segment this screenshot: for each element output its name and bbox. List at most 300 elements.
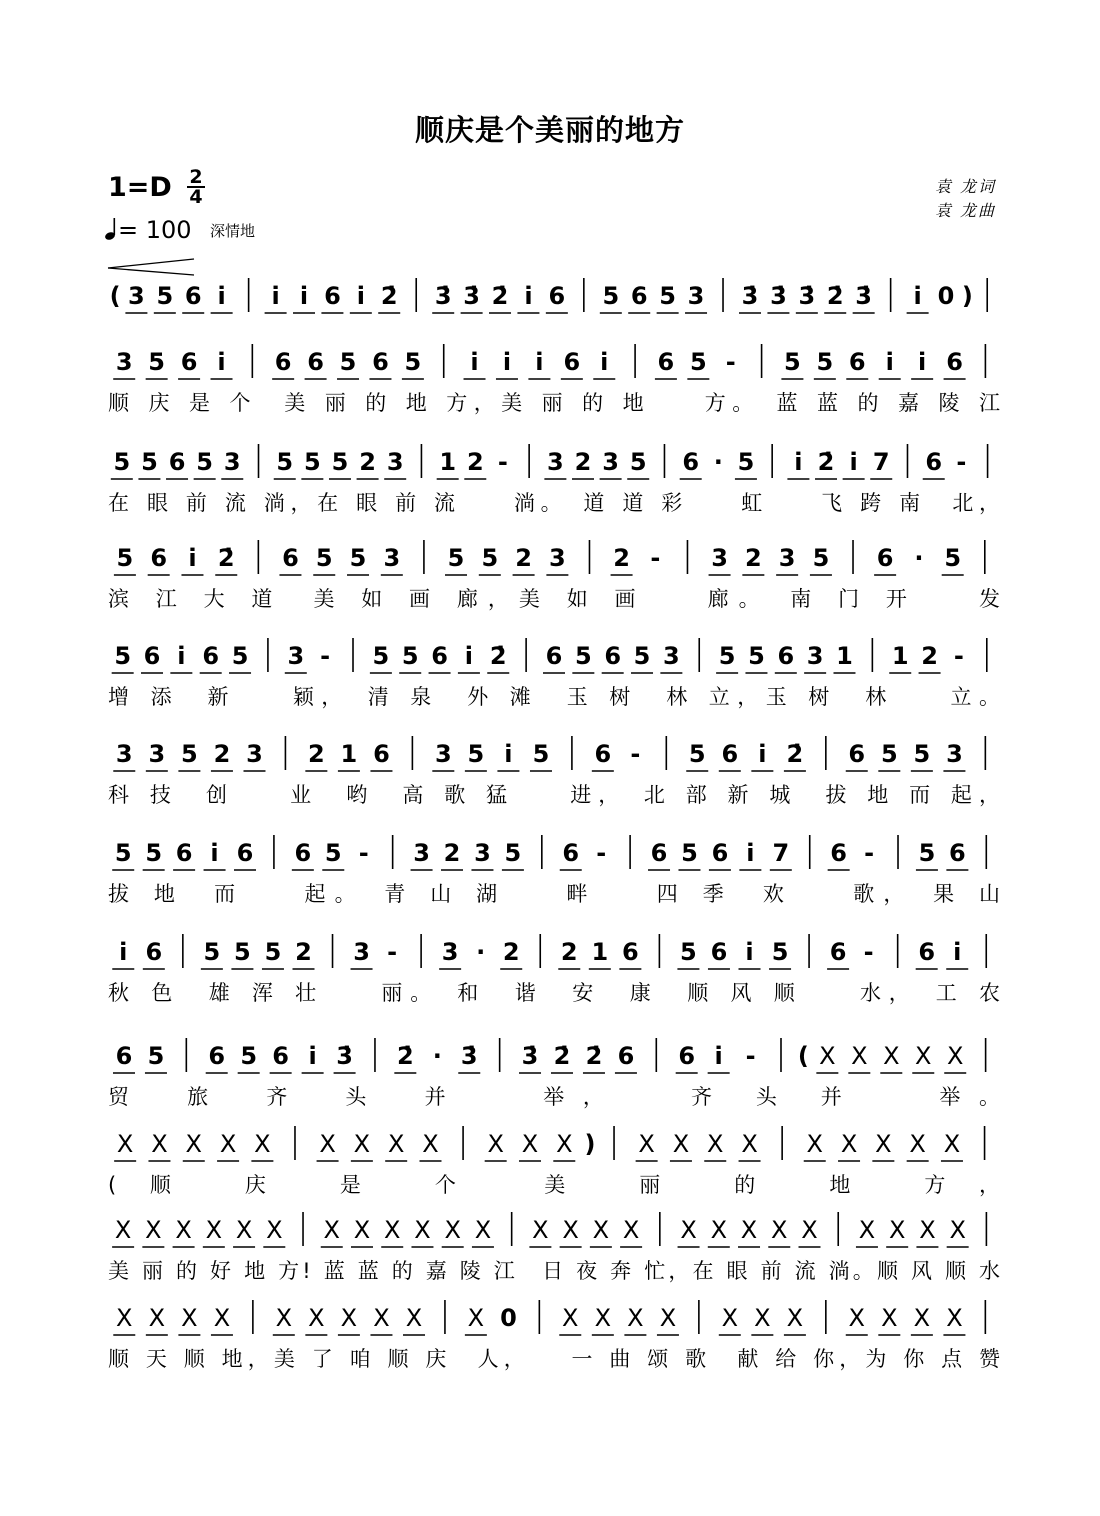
note: )	[961, 282, 973, 310]
note: i̇	[356, 282, 365, 310]
note: 2̇	[491, 282, 509, 310]
note: 2	[921, 642, 938, 670]
note: 2	[613, 544, 630, 572]
note: 5	[944, 544, 962, 572]
note: X	[219, 1130, 237, 1158]
note: 6	[548, 282, 566, 310]
score-row	[108, 540, 1000, 612]
note: X	[707, 1130, 724, 1158]
note: 6	[175, 839, 193, 867]
note: 5	[784, 348, 801, 376]
note: 5	[113, 448, 131, 476]
note: 3	[711, 544, 728, 572]
note: 3	[441, 938, 459, 966]
note: i̇	[271, 282, 280, 310]
note: 6	[657, 348, 675, 376]
note: X	[444, 1216, 461, 1244]
note: 5	[737, 448, 755, 476]
note: -	[953, 642, 964, 670]
note: X	[627, 1304, 644, 1332]
note: X	[275, 1304, 293, 1332]
note: 5	[880, 740, 898, 768]
note: -	[596, 839, 607, 867]
note: 6	[115, 1042, 133, 1070]
note: X	[562, 1304, 579, 1332]
note: X	[875, 1130, 892, 1158]
note: 5	[331, 448, 349, 476]
time-signature-bottom: 4	[189, 186, 203, 208]
note: 3̇	[770, 282, 787, 310]
note: 6	[294, 839, 312, 867]
note: X	[806, 1130, 823, 1158]
note: X	[387, 1130, 405, 1158]
note: X	[235, 1216, 253, 1244]
note: 5	[181, 740, 198, 768]
note: 3	[128, 282, 145, 310]
note: 5	[629, 448, 647, 476]
score-row	[110, 278, 988, 313]
page-title: 顺庆是个美丽的地方	[414, 113, 685, 147]
note: 6	[324, 282, 341, 310]
note: 6	[925, 448, 943, 476]
note: X	[213, 1304, 231, 1332]
note: 5	[231, 642, 249, 670]
note: i̇	[758, 740, 767, 768]
lyric-line: 贸 旅 齐 头 并 举， 齐 头 并 举。	[108, 1085, 1000, 1109]
note: 5	[574, 642, 592, 670]
note: X	[754, 1304, 771, 1332]
note: X	[145, 1216, 162, 1244]
note: X	[467, 1304, 485, 1332]
note: 5	[304, 448, 321, 476]
note: X	[414, 1216, 431, 1244]
note: 5	[372, 642, 390, 670]
note: X	[254, 1130, 271, 1158]
note: 6	[710, 938, 728, 966]
note: X	[819, 1042, 836, 1070]
note: X	[556, 1130, 573, 1158]
note: 5	[748, 642, 765, 670]
note: 5	[681, 839, 698, 867]
note: 3̇	[434, 282, 452, 310]
note: X	[949, 1216, 966, 1244]
note: 6	[682, 448, 700, 476]
note: 5	[659, 282, 676, 310]
note: i̇	[299, 282, 309, 310]
note: -	[358, 839, 369, 867]
note: 3	[413, 839, 430, 867]
score-row	[108, 835, 1000, 907]
note: 5	[633, 642, 651, 670]
note: i̇	[119, 938, 128, 966]
note: X	[340, 1304, 358, 1332]
note: 7	[772, 839, 790, 867]
note: 2	[307, 740, 325, 768]
note: ·	[432, 1042, 442, 1070]
note: 6	[721, 740, 739, 768]
note: 6	[202, 642, 220, 670]
note: -	[745, 1042, 756, 1070]
note: 3	[115, 348, 133, 376]
note: 5	[688, 740, 706, 768]
note: 3	[663, 642, 680, 670]
note: 3̇	[336, 1042, 353, 1070]
note: 5	[240, 1042, 258, 1070]
note: X	[114, 1216, 132, 1244]
note: i̇	[913, 282, 922, 310]
note: i̇	[524, 282, 533, 310]
note: X	[474, 1216, 492, 1244]
note: X	[672, 1130, 690, 1158]
note: -	[864, 839, 875, 867]
lyric-line: 顺 天 顺 地，美 了 咱 顺 庆 人， 一 曲 颂 歌 献 给 你，为 你 点 赞	[108, 1347, 1000, 1371]
note: 2	[213, 740, 231, 768]
note: ·	[476, 938, 486, 966]
note: X	[148, 1304, 166, 1332]
note: X	[638, 1130, 655, 1158]
note: 3	[474, 839, 491, 867]
note: -	[320, 642, 331, 670]
note: i̇	[470, 348, 479, 376]
note: 6	[777, 642, 795, 670]
note: 5	[349, 544, 367, 572]
note: 5	[812, 544, 830, 572]
lyric-line: 拔 地 而 起。 青 山 湖 畔 四 季 欢 歌， 果 山	[108, 882, 1000, 906]
note: ·	[713, 448, 723, 476]
note: 3	[386, 448, 404, 476]
note: i̇	[918, 348, 927, 376]
note: 1	[439, 448, 457, 476]
note: (	[797, 1042, 809, 1070]
note: X	[881, 1304, 898, 1332]
time-signature-top: 2	[189, 166, 203, 188]
note: X	[801, 1216, 818, 1244]
lyric-line: 增 添 新 颖， 清 泉 外 滩 玉 树 林 立，玉 树 林 立。	[108, 685, 1001, 709]
note: X	[883, 1042, 900, 1070]
note: X	[771, 1216, 788, 1244]
note: X	[373, 1304, 390, 1332]
note: 6	[650, 839, 668, 867]
note: X	[947, 1042, 964, 1070]
lyric-line: 美 丽 的 好 地 方! 蓝 蓝 的 嘉 陵 江 日 夜 奔 忙，在 眼 前 流 淌。顺 风 顺 水	[108, 1259, 1001, 1283]
note: 1	[340, 740, 358, 768]
note: X	[592, 1216, 610, 1244]
note: 6	[143, 642, 161, 670]
note: 2̇	[817, 448, 835, 476]
note: X	[840, 1130, 858, 1158]
note: -	[497, 448, 508, 476]
note: 3	[287, 642, 305, 670]
note: X	[594, 1304, 612, 1332]
score-row	[108, 444, 1000, 516]
lyric-line: 滨 江 大 道 美 如 画 廊，美 如 画 廊。 南 门 开 发	[108, 587, 1001, 611]
note: 5	[771, 938, 789, 966]
note: i̇	[885, 348, 894, 376]
note: 3̇	[741, 282, 759, 310]
tempo-value: = 100	[118, 216, 192, 244]
note: 3	[115, 740, 133, 768]
score-row	[108, 1126, 1000, 1198]
note: 3	[223, 448, 241, 476]
note: X	[353, 1216, 371, 1244]
note: 6	[545, 642, 563, 670]
note: 6	[373, 740, 390, 768]
note: 6	[307, 348, 324, 376]
note: 3	[383, 544, 401, 572]
score-row	[108, 736, 1000, 808]
score-row	[108, 934, 1000, 1006]
note: 2	[295, 938, 312, 966]
note: (	[109, 282, 121, 310]
note: X	[521, 1130, 539, 1158]
note: 1	[836, 642, 853, 670]
note: )	[584, 1130, 596, 1158]
note: i̇	[745, 938, 754, 966]
note: X	[175, 1216, 192, 1244]
note: 3̇	[798, 282, 816, 310]
note: 5	[145, 839, 163, 867]
note: 2̇	[489, 642, 507, 670]
note: 3	[547, 448, 564, 476]
note: X	[622, 1216, 640, 1244]
note: i̇	[188, 544, 197, 572]
note: X	[680, 1216, 697, 1244]
note: 6	[184, 282, 202, 310]
note: 5	[156, 282, 174, 310]
note: 5	[467, 740, 485, 768]
note: 5	[203, 938, 221, 966]
note: X	[532, 1216, 549, 1244]
note: X	[721, 1304, 739, 1332]
lyric-line: (顺 庆 是 个 美 丽 的 地 方，	[108, 1173, 1000, 1197]
note: 6	[372, 348, 389, 376]
note: X	[185, 1130, 202, 1158]
note: X	[487, 1130, 504, 1158]
note: i̇	[308, 1042, 317, 1070]
note: -	[387, 938, 398, 966]
note: 5	[481, 544, 499, 572]
note: 6	[145, 938, 163, 966]
key-signature: 1=D	[108, 172, 172, 203]
note: i̇	[177, 642, 186, 670]
note: X	[319, 1130, 336, 1158]
composer-credit: 袁 龙曲	[934, 201, 996, 220]
note: X	[323, 1216, 340, 1244]
note: 3̇	[463, 282, 480, 310]
note: 3	[778, 544, 796, 572]
score-row	[108, 344, 1000, 416]
note: 6	[168, 448, 186, 476]
note: 1	[591, 938, 609, 966]
note: 5	[447, 544, 465, 572]
lyricist-credit: 袁 龙词	[934, 177, 996, 196]
note: X	[710, 1216, 728, 1244]
note: 3	[353, 938, 370, 966]
note: 3	[148, 740, 166, 768]
note: i̇	[535, 348, 544, 376]
note: 3	[246, 740, 263, 768]
note: 3	[434, 740, 452, 768]
note: X	[858, 1216, 876, 1244]
note: 6	[622, 938, 639, 966]
score-row	[108, 1212, 1000, 1284]
note: 5	[680, 938, 697, 966]
note: 3̇	[521, 1042, 539, 1070]
note: X	[741, 1130, 758, 1158]
lyric-line: 顺 庆 是 个 美 丽 的 地 方，美 丽 的 地 方。 蓝 蓝 的 嘉 陵 江	[108, 391, 1001, 415]
note: 6	[949, 839, 966, 867]
note: 6	[848, 740, 866, 768]
note: 5	[689, 348, 707, 376]
note: i̇	[714, 1042, 723, 1070]
note: 6	[848, 348, 866, 376]
note: 3̇	[460, 1042, 478, 1070]
note: 6	[830, 839, 847, 867]
note: 2̇	[826, 282, 844, 310]
note: X	[405, 1304, 423, 1332]
note: 5	[918, 839, 936, 867]
lyric-line: 在 眼 前 流 淌，在 眼 前 流 淌。 道 道 彩 虹 飞 跨 南 北，	[108, 491, 1000, 515]
lyric-line: 秋 色 雄 浑 壮 丽。 和 谐 安 康 顺 风 顺 水， 工 农	[108, 981, 1000, 1005]
note: X	[353, 1130, 371, 1158]
note: 5	[504, 839, 522, 867]
note: i̇	[210, 839, 219, 867]
note: X	[851, 1042, 868, 1070]
note: X	[116, 1304, 133, 1332]
note: 6	[678, 1042, 696, 1070]
note: 6	[431, 642, 448, 670]
note: -	[630, 740, 641, 768]
note: 2̇	[786, 740, 804, 768]
note: X	[915, 1042, 932, 1070]
note: 6	[630, 282, 648, 310]
note: X	[943, 1130, 961, 1158]
note: 6	[918, 938, 936, 966]
note: -	[863, 938, 874, 966]
note: 5	[315, 544, 333, 572]
note: i̇	[849, 448, 858, 476]
note: 3	[687, 282, 705, 310]
note: 6	[711, 839, 729, 867]
note: 3	[549, 544, 566, 572]
note: 2̇	[396, 1042, 414, 1070]
note: 5	[114, 839, 132, 867]
note: i̇	[953, 938, 962, 966]
note: i̇	[464, 642, 474, 670]
note: i̇	[600, 348, 609, 376]
note: -	[725, 348, 736, 376]
note: -	[956, 448, 967, 476]
note: -	[650, 544, 661, 572]
note: 6	[236, 839, 254, 867]
note: X	[946, 1304, 963, 1332]
note: 5	[816, 348, 834, 376]
note: 2	[515, 544, 532, 572]
note: X	[786, 1304, 804, 1332]
note: 5	[148, 348, 166, 376]
crescendo-hairpin-lower	[108, 268, 194, 275]
note: 6	[150, 544, 168, 572]
note: 6	[563, 348, 581, 376]
note: 5	[114, 642, 132, 670]
note: 2	[443, 839, 461, 867]
note: 5	[234, 938, 251, 966]
note: 5	[141, 448, 158, 476]
note: 2	[744, 544, 762, 572]
crescendo-hairpin-upper	[108, 259, 194, 268]
note: 5	[147, 1042, 165, 1070]
note: 5	[404, 348, 422, 376]
note: 5	[718, 642, 736, 670]
note: 6	[274, 348, 292, 376]
note: 2̇	[217, 544, 235, 572]
note: 6	[272, 1042, 289, 1070]
note: X	[384, 1216, 401, 1244]
note: X	[740, 1216, 758, 1244]
note: 6	[946, 348, 963, 376]
note: 1	[891, 642, 909, 670]
note: X	[151, 1130, 168, 1158]
note: X	[919, 1216, 936, 1244]
note: i̇	[504, 740, 513, 768]
note: 6	[594, 740, 612, 768]
note: 5	[532, 740, 550, 768]
note: 0	[500, 1304, 517, 1332]
note: X	[909, 1130, 926, 1158]
note: X	[116, 1130, 134, 1158]
note: 2	[574, 448, 592, 476]
note: 3	[602, 448, 619, 476]
note: 5	[196, 448, 214, 476]
note: 2	[359, 448, 376, 476]
lyric-line: 科 技 创 业 哟 高 歌 猛 进， 北 部 新 城 拔 地 而 起，	[108, 783, 1001, 807]
note: 3	[806, 642, 824, 670]
note: 3	[946, 740, 963, 768]
note: X	[888, 1216, 906, 1244]
note: 5	[324, 839, 342, 867]
note: 2	[466, 448, 484, 476]
note: 5	[913, 740, 931, 768]
note: 2̇	[553, 1042, 571, 1070]
note: i̇	[502, 348, 512, 376]
note: X	[266, 1216, 283, 1244]
note: X	[422, 1130, 439, 1158]
note: ·	[914, 544, 924, 572]
score-row	[108, 1300, 1001, 1372]
note: 2̇	[380, 282, 398, 310]
score-row	[108, 1038, 1000, 1110]
note: 5	[276, 448, 294, 476]
note: i̇	[217, 282, 226, 310]
note: X	[308, 1304, 325, 1332]
note: X	[659, 1304, 677, 1332]
note: 5	[401, 642, 419, 670]
note: i̇	[217, 348, 226, 376]
note: i̇	[746, 839, 755, 867]
note: X	[848, 1304, 865, 1332]
note: 3̇	[855, 282, 872, 310]
note: 6	[208, 1042, 226, 1070]
note: 0	[937, 282, 955, 310]
note: 5	[602, 282, 620, 310]
note: 2̇	[585, 1042, 603, 1070]
note: X	[181, 1304, 198, 1332]
note: 5	[339, 348, 357, 376]
note: 7	[872, 448, 890, 476]
note: i̇	[794, 448, 803, 476]
score-row	[108, 638, 1000, 710]
note: 6	[876, 544, 894, 572]
